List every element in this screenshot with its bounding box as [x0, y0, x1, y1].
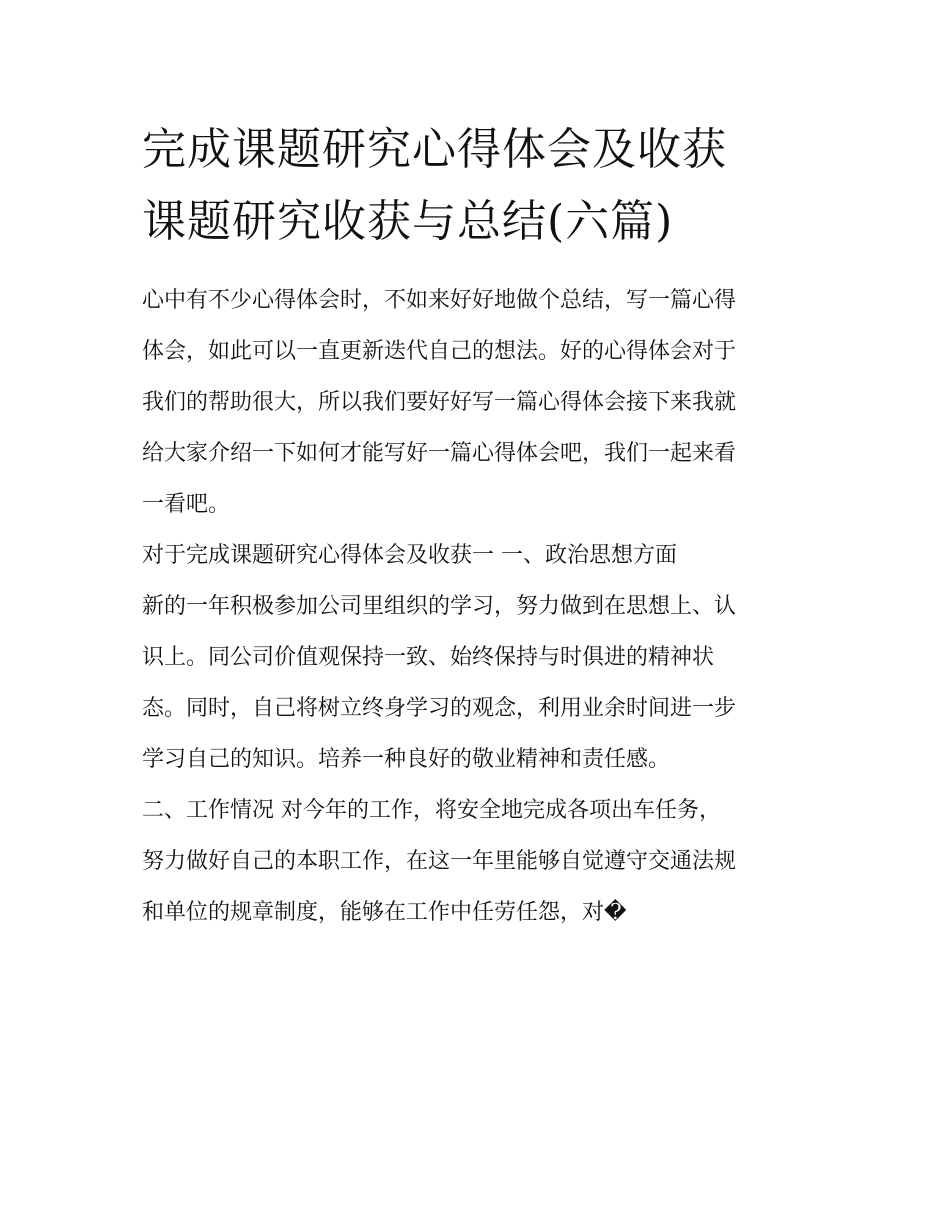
body-line-4: 给大家介绍一下如何才能写好一篇心得体会吧，我们一起来看	[142, 441, 737, 466]
body-line-5: 一看吧。	[142, 492, 231, 517]
body-line-11: 二、工作情况 对今年的工作，将安全地完成各项出车任务，	[142, 798, 721, 823]
body-line-13: 和单位的规章制度，能够在工作中任劳任怨，对�	[142, 900, 627, 925]
body-line-8: 识上。同公司价值观保持一致、始终保持与时俱进的精神状	[142, 645, 715, 670]
body-line-2: 体会，如此可以一直更新迭代自己的想法。好的心得体会对于	[142, 339, 737, 364]
body-line-6: 对于完成课题研究心得体会及收获一 一、政治思想方面	[142, 543, 677, 568]
document-title	[142, 114, 822, 258]
title-line-1: 完成课题研究心得体会及收获	[142, 124, 727, 175]
document-body	[142, 280, 822, 943]
body-line-1: 心中有不少心得体会时，不如来好好地做个总结，写一篇心得	[142, 288, 737, 313]
body-line-10: 学习自己的知识。培养一种良好的敬业精神和责任感。	[142, 747, 671, 772]
body-line-12: 努力做好自己的本职工作，在这一年里能够自觉遵守交通法规	[142, 849, 737, 874]
body-line-7: 新的一年积极参加公司里组织的学习，努力做到在思想上、认	[142, 594, 737, 619]
body-line-3: 我们的帮助很大，所以我们要好好写一篇心得体会接下来我就	[142, 390, 737, 415]
title-line-2: 课题研究收获与总结(六篇)	[142, 196, 674, 247]
body-line-9: 态。同时，自己将树立终身学习的观念，利用业余时间进一步	[142, 696, 737, 721]
